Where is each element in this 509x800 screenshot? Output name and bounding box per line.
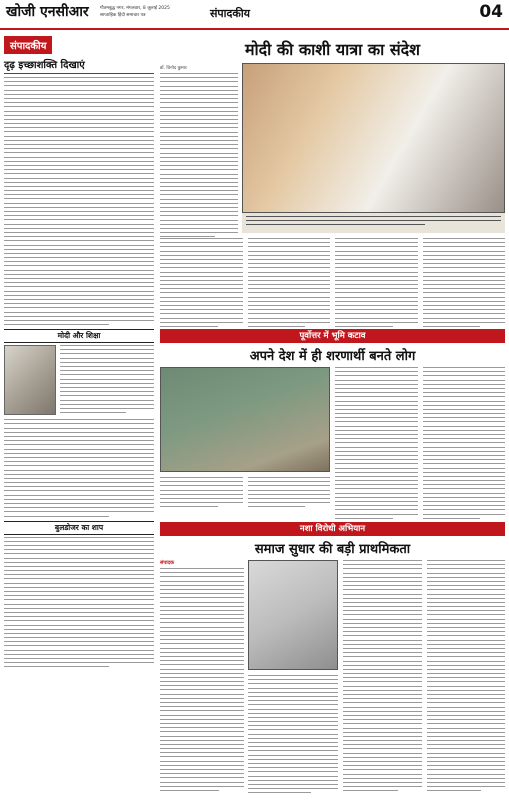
page-number: 04 <box>479 2 503 22</box>
newspaper-brand: खोजी एनसीआर <box>6 4 89 20</box>
modi-kashi-photo <box>242 63 505 213</box>
drug-section-banner <box>160 522 505 536</box>
masthead <box>0 0 509 30</box>
drug-story-label: संपादक <box>160 560 175 566</box>
flood-story-body <box>335 367 505 522</box>
main-headline: मोदी की काशी यात्रा का संदेश <box>244 40 421 59</box>
editorial-banner: संपादकीय <box>4 36 52 54</box>
main-story-body <box>160 238 505 330</box>
drug-story-right-text <box>343 560 505 795</box>
drug-story-mid-text <box>248 675 338 796</box>
education-box <box>4 345 154 416</box>
drug-campaign-photo <box>248 560 338 670</box>
flood-section-banner <box>160 329 505 343</box>
flood-headline: अपने देश में ही शरणार्थी बनते लोग <box>249 349 416 364</box>
flood-banner-label: पूर्वोत्तर में भूमि कटाव <box>299 331 366 341</box>
bulldozer-heading: बुलडोजर का शाप <box>4 521 154 535</box>
education-box-text-continued <box>4 419 154 516</box>
photo-caption-bar <box>242 213 505 233</box>
modi-portrait-photo <box>4 345 56 415</box>
dateline-subtitle: साप्ताहिक हिंदी समाचार पत्र <box>100 13 146 18</box>
drug-headline: समाज सुधार की बड़ी प्राथमिकता <box>254 542 411 557</box>
flood-story-body-lower <box>160 477 330 511</box>
flood-photo <box>160 367 330 472</box>
editorial-body <box>4 77 154 325</box>
education-box-text <box>60 345 154 416</box>
section-title: संपादकीय <box>210 7 251 20</box>
editorial-headline: दृढ़ इच्छाशक्ति दिखाएं <box>4 57 154 74</box>
drug-story <box>160 560 505 792</box>
drug-story-left-text <box>160 560 244 794</box>
flood-story <box>160 367 505 517</box>
main-story-byline: डॉ. विनोद कुमार <box>160 66 187 71</box>
main-story <box>160 63 505 323</box>
education-box-heading: मोदी और शिक्षा <box>4 329 154 343</box>
drug-banner-label: नशा विरोधी अभियान <box>299 524 366 534</box>
dateline: गौतमबुद्ध नगर, मंगलवार, 8 जुलाई 2025 <box>100 6 170 11</box>
main-story-left-text <box>160 63 238 241</box>
right-column <box>160 34 505 794</box>
left-column <box>4 34 154 794</box>
bulldozer-body <box>4 537 154 668</box>
